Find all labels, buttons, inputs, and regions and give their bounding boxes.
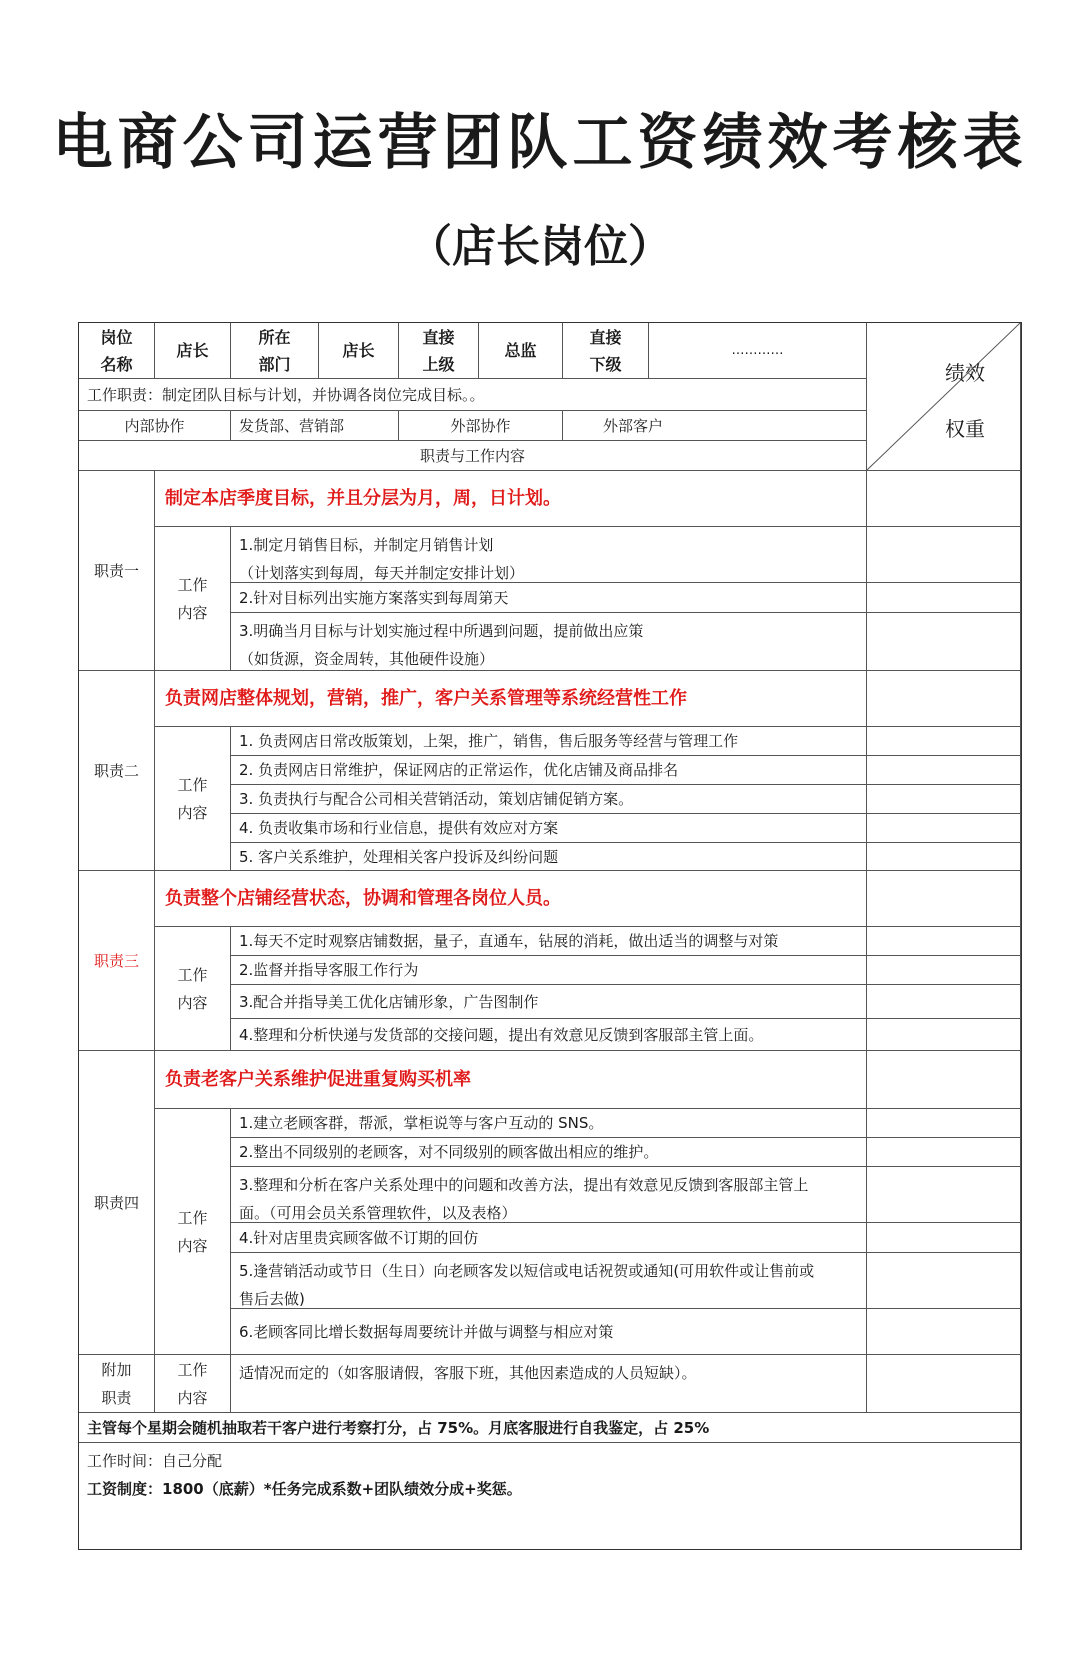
duty-heading: 负责整个店铺经营状态，协调和管理各岗位人员。 [155, 871, 867, 927]
work-item: 1.制定月销售目标，并制定月销售计划 （计划落实到每周，每天并制定安排计划） [231, 527, 867, 583]
dept-value: 店长 [319, 323, 399, 379]
work-item: 4. 负责收集市场和行业信息，提供有效应对方案 [231, 814, 867, 843]
assessment-table [78, 322, 1022, 1550]
weight-cell [867, 1355, 1021, 1413]
weight-cell [867, 1253, 1021, 1309]
page-subtitle: （店长岗位） [408, 221, 672, 272]
internal-value: 发货部、营销部 [231, 411, 399, 441]
weight-cell [867, 843, 1021, 871]
duty-label: 职责一 [79, 471, 155, 671]
work-item: 1.建立老顾客群，帮派，掌柜说等与客户互动的 SNS。 [231, 1109, 867, 1138]
duty-label: 职责二 [79, 671, 155, 871]
page-title: 电商公司运营团队工资绩效考核表 [52, 108, 1028, 178]
performance-weight-header [867, 323, 1021, 471]
weight-cell [867, 927, 1021, 956]
extra-content: 适情况而定的（如客服请假，客服下班，其他因素造成的人员短缺）。 [231, 1355, 867, 1413]
internal-label: 内部协作 [79, 411, 231, 441]
weight-cell [867, 785, 1021, 814]
work-item: 1. 负责网店日常改版策划，上架，推广，销售，售后服务等经营与管理工作 [231, 727, 867, 756]
work-item: 3.整理和分析在客户关系处理中的问题和改善方法，提出有效意见反馈到客服部主管上 面。（可用会员关系管理软件，以及表格） [231, 1167, 867, 1223]
weight-cell [867, 1167, 1021, 1223]
weight-cell [867, 956, 1021, 985]
work-item: 6.老顾客同比增长数据每周要统计并做与调整与相应对策 [231, 1309, 867, 1355]
work-item: 5.逢营销活动或节日（生日）向老顾客发以短信或电话祝贺或通知(可用软件或让售前或 售后去做) [231, 1253, 867, 1309]
weight-cell [867, 1109, 1021, 1138]
external-value: 外部客户 [563, 411, 867, 441]
performance-label: 绩效 [945, 361, 985, 385]
weight-cell [867, 613, 1021, 671]
work-item: 2.监督并指导客服工作行为 [231, 956, 867, 985]
extra-duty-label: 附加 职责 [79, 1355, 155, 1413]
weight-cell [867, 871, 1021, 927]
work-item: 3.明确当月目标与计划实施过程中所遇到问题，提前做出应策 （如货源，资金周转，其他硬件设施） [231, 613, 867, 671]
weight-cell [867, 727, 1021, 756]
subordinate-label: 直接 下级 [563, 323, 649, 379]
work-item: 2.整出不同级别的老顾客，对不同级别的顾客做出相应的维护。 [231, 1138, 867, 1167]
assessment-note: 主管每个星期会随机抽取若干客户进行考察打分，占 75%。月底客服进行自我鉴定，占 25% [79, 1413, 1021, 1443]
diagonal-line [867, 323, 1020, 470]
weight-cell [867, 583, 1021, 613]
weight-cell [867, 985, 1021, 1019]
work-item: 4.整理和分析快递与发货部的交接问题，提出有效意见反馈到客服部主管上面。 [231, 1019, 867, 1051]
extra-work-label: 工作 内容 [155, 1355, 231, 1413]
dept-label: 所在 部门 [231, 323, 319, 379]
weight-cell [867, 1223, 1021, 1253]
work-content-label: 工作 内容 [155, 1109, 231, 1355]
work-content-label: 工作 内容 [155, 727, 231, 871]
subordinate-value: ………… [649, 323, 867, 379]
duty-heading: 负责网店整体规划，营销，推广，客户关系管理等系统经营性工作 [155, 671, 867, 727]
work-time: 工作时间：自己分配 [87, 1452, 223, 1470]
weight-cell [867, 671, 1021, 727]
duty-heading: 制定本店季度目标，并且分层为月，周，日计划。 [155, 471, 867, 527]
weight-cell [867, 471, 1021, 527]
weight-cell [867, 527, 1021, 583]
work-content-label: 工作 内容 [155, 527, 231, 671]
duty-label: 职责四 [79, 1051, 155, 1355]
duty-label: 职责三 [79, 871, 155, 1051]
salary-system: 工资制度：1800（底薪）*任务完成系数+团队绩效分成+奖惩。 [87, 1480, 522, 1498]
weight-cell [867, 1309, 1021, 1355]
weight-cell [867, 1138, 1021, 1167]
work-item: 5. 客户关系维护，处理相关客户投诉及纠纷问题 [231, 843, 867, 871]
work-item: 3. 负责执行与配合公司相关营销活动，策划店铺促销方案。 [231, 785, 867, 814]
weight-cell [867, 1019, 1021, 1051]
superior-label: 直接 上级 [399, 323, 479, 379]
superior-value: 总监 [479, 323, 563, 379]
work-item: 2. 负责网店日常维护，保证网店的正常运作，优化店铺及商品排名 [231, 756, 867, 785]
duty-heading: 负责老客户关系维护促进重复购买机率 [155, 1051, 867, 1109]
post-label: 岗位 名称 [79, 323, 155, 379]
work-item: 3.配合并指导美工优化店铺形象，广告图制作 [231, 985, 867, 1019]
footer-block [79, 1443, 1021, 1549]
weight-cell [867, 756, 1021, 785]
work-item: 2.针对目标列出实施方案落实到每周第天 [231, 583, 867, 613]
external-label: 外部协作 [399, 411, 563, 441]
weight-cell [867, 814, 1021, 843]
work-item: 1.每天不定时观察店铺数据，量子，直通车，钻展的消耗，做出适当的调整与对策 [231, 927, 867, 956]
weight-label: 权重 [945, 417, 985, 441]
work-content-label: 工作 内容 [155, 927, 231, 1051]
job-duty: 工作职责：制定团队目标与计划，并协调各岗位完成目标。。 [79, 379, 867, 411]
post-value: 店长 [155, 323, 231, 379]
weight-cell [867, 1051, 1021, 1109]
work-item: 4.针对店里贵宾顾客做不订期的回仿 [231, 1223, 867, 1253]
section-label: 职责与工作内容 [79, 441, 867, 471]
